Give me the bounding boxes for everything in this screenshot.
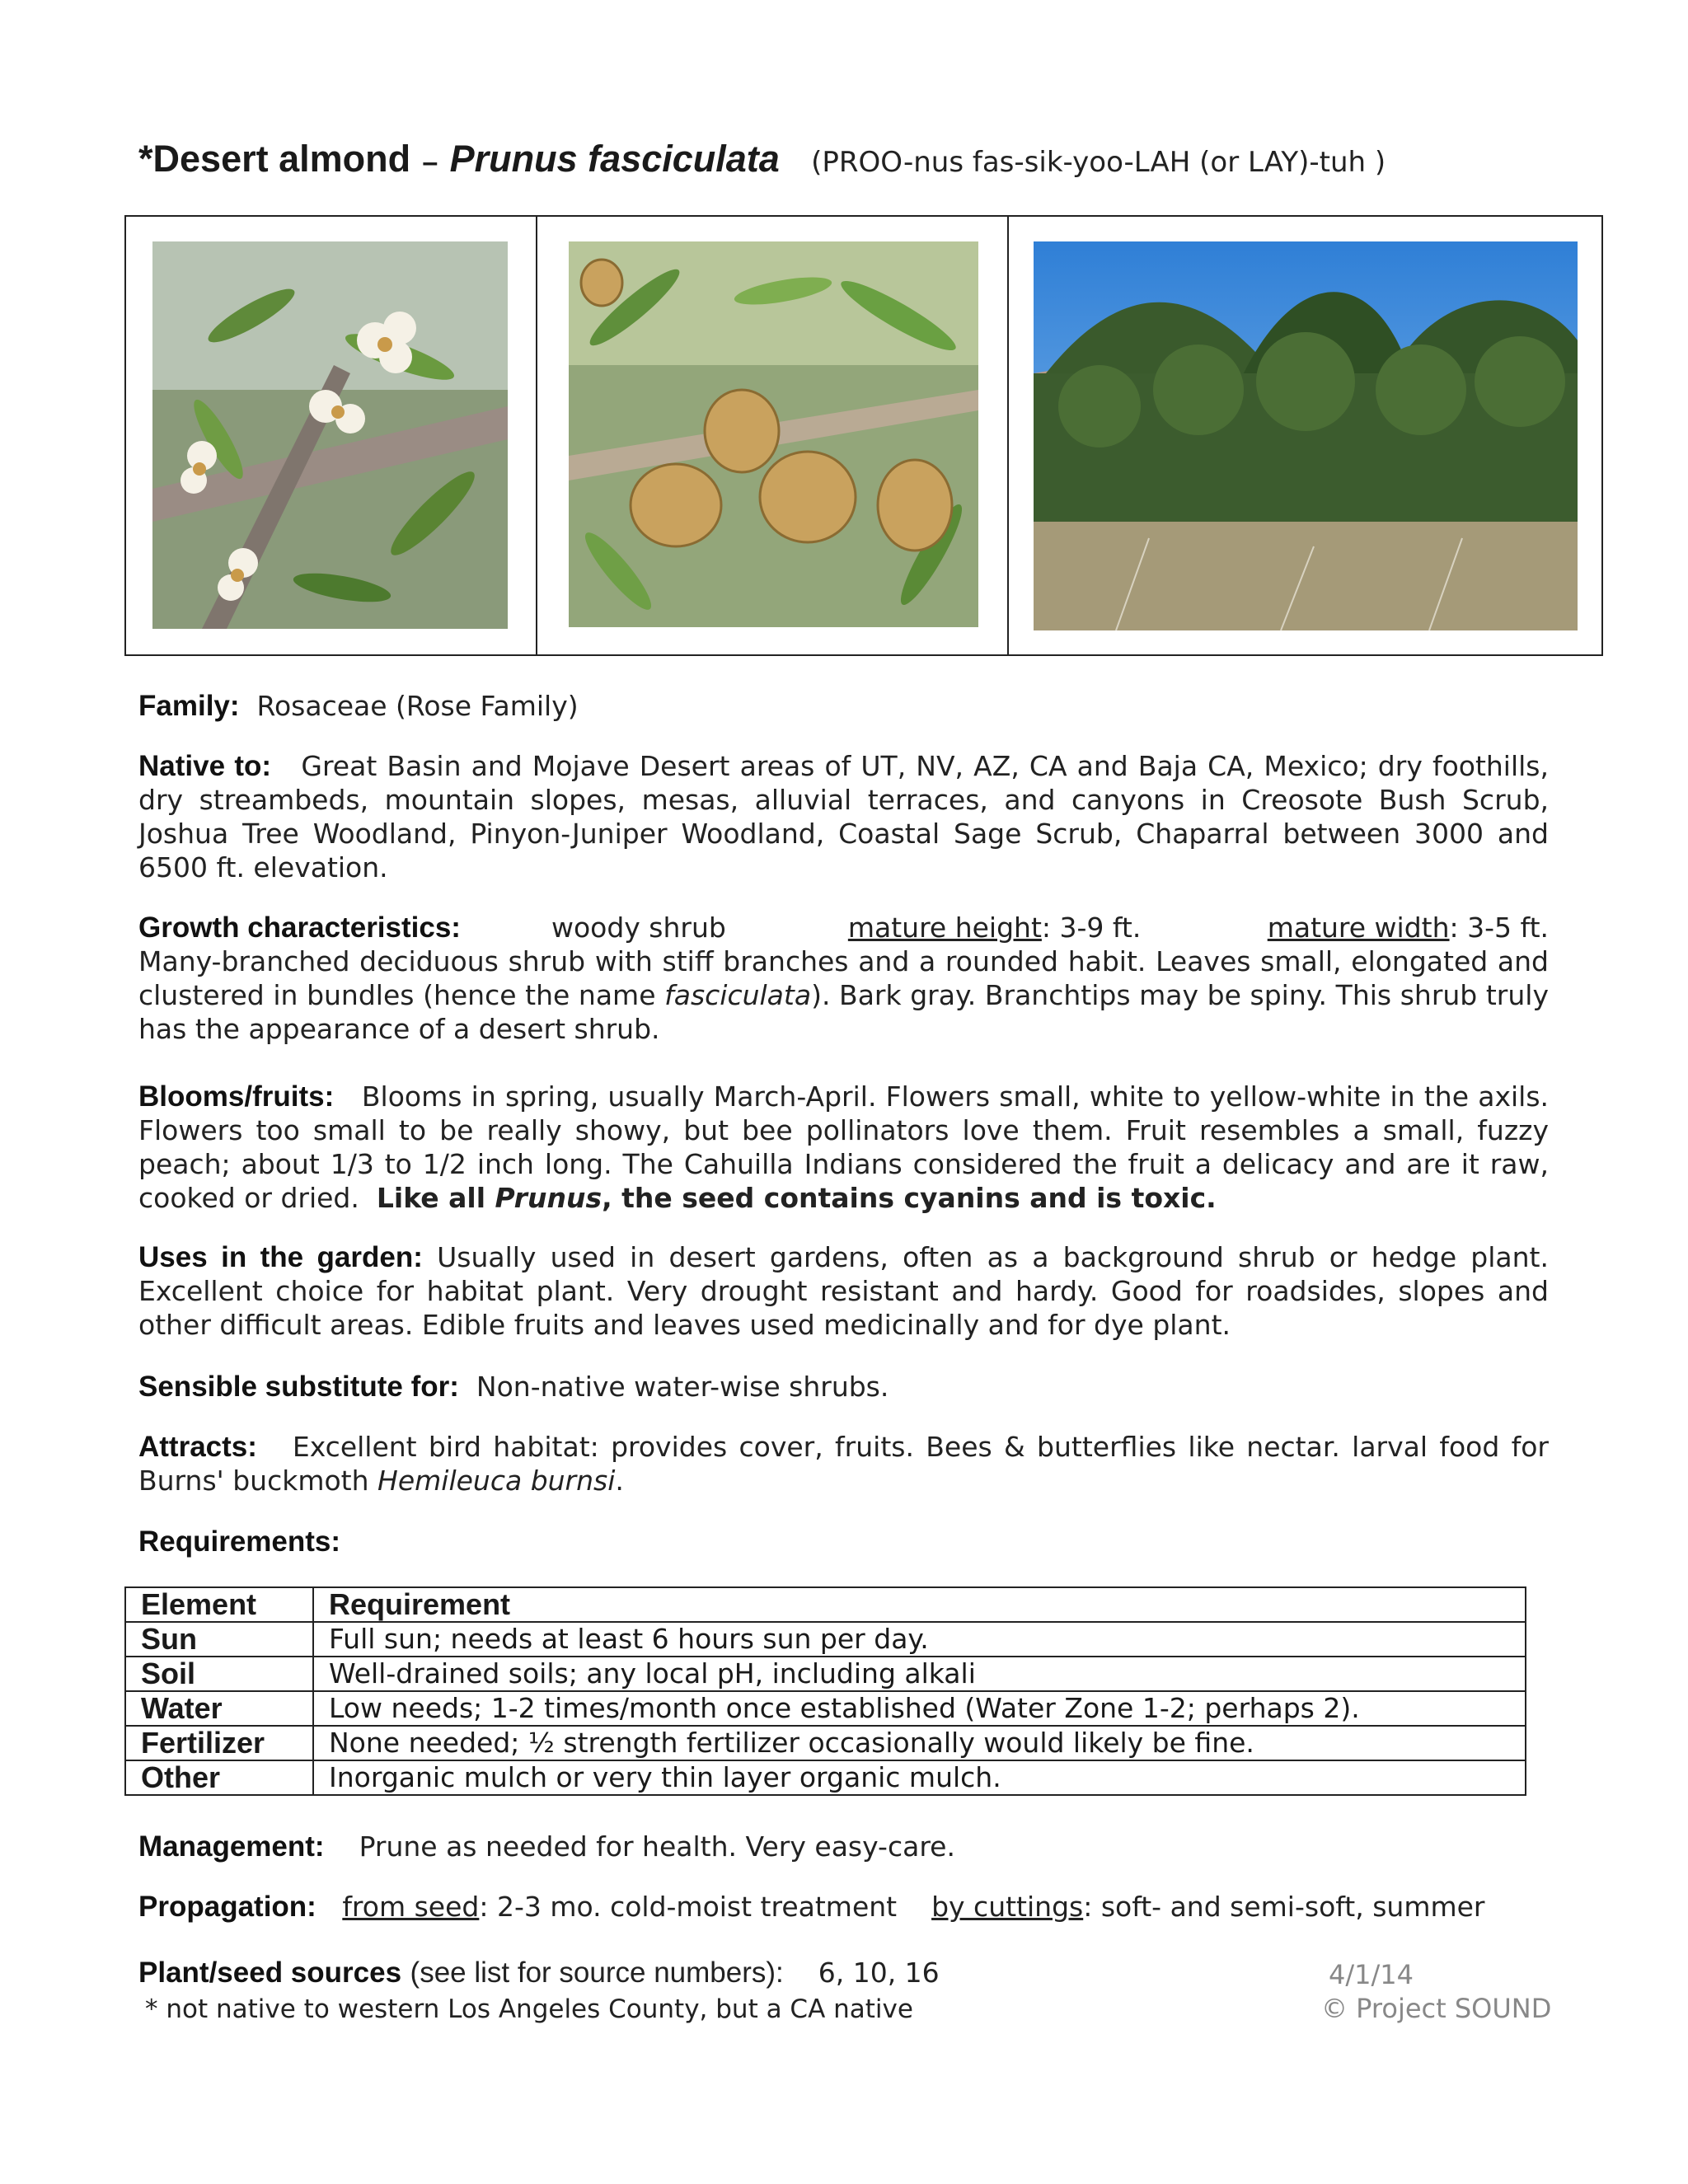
sources-label: Plant/seed sources [138, 1957, 402, 1989]
propagation-label: Propagation: [138, 1891, 316, 1923]
growth-text-italic: fasciculata [664, 979, 812, 1011]
mature-width-label: mature width [1267, 912, 1450, 944]
mature-height-value: : 3-9 ft. [1041, 912, 1142, 944]
blooms-text: Blooms in spring, usually March-April. Flowers small, white to yellow-white in the axils. Flowers too small to be really showy, but bee pollinators love them. Fruit resembles a small, fuzzy peach; about 1/3 to 1/2 inch long. The Cahuilla Indians considered the fruit a delicacy and are it raw, cooked or dried. [138, 1080, 1549, 1214]
toxicity-warning [377, 1182, 1217, 1214]
row-element: Water [125, 1691, 313, 1726]
scientific-name: Prunus fasciculata [449, 138, 780, 180]
mature-width-value: : 3-5 ft. [1449, 912, 1549, 944]
photo-fruits [569, 241, 978, 627]
header-requirement: Requirement [313, 1587, 1526, 1622]
table-row [125, 1622, 1526, 1657]
row-requirement: Low needs; 1-2 times/month once established (Water Zone 1-2; perhaps 2). [313, 1691, 1526, 1726]
requirements-table [124, 1586, 1526, 1796]
management-text: Prune as needed for health. Very easy-care. [359, 1830, 955, 1863]
mature-height-label: mature height [847, 912, 1042, 944]
table-row [125, 1657, 1526, 1691]
substitute-section [138, 1370, 1549, 1404]
row-element: Soil [125, 1657, 313, 1691]
substitute-label: Sensible substitute for: [138, 1371, 459, 1403]
attracts-italic: Hemileuca burnsi [377, 1465, 616, 1497]
seed-text: : 2-3 mo. cold-moist treatment [479, 1891, 898, 1923]
growth-form: woody shrub [551, 912, 726, 944]
family-text: Rosaceae (Rose Family) [256, 690, 579, 722]
requirements-section [138, 1525, 1549, 1558]
growth-description [138, 944, 1549, 1046]
row-element: Fertilizer [125, 1726, 313, 1760]
pronunciation: (PROO-nus fas-sik-yoo-LAH (or LAY)-tuh ) [811, 146, 1386, 179]
growth-section [138, 911, 1549, 1046]
photo-flowers-cell [126, 217, 537, 654]
growth-label: Growth characteristics: [138, 912, 461, 944]
family-label: Family: [138, 690, 240, 722]
date: 4/1/14 [1329, 1959, 1414, 1990]
header-element: Element [125, 1587, 313, 1622]
table-row [125, 1691, 1526, 1726]
attracts-section [138, 1430, 1549, 1497]
cuttings-text: : soft- and semi-soft, summer [1083, 1891, 1485, 1923]
requirements-label: Requirements: [138, 1526, 341, 1558]
photo-fruits-cell [537, 217, 1009, 654]
family-section [138, 689, 1549, 723]
attracts-label: Attracts: [138, 1431, 257, 1463]
attracts-text: Excellent bird habitat: provides cover, fruits. Bees & butterflies like nectar. larval food for Burns' buckmoth [138, 1431, 1549, 1497]
warn-italic: Prunus [495, 1182, 603, 1214]
warn-a: Like all [376, 1182, 495, 1214]
native-section [138, 749, 1549, 884]
native-text: Great Basin and Mojave Desert areas of UT, NV, AZ, CA and Baja CA, Mexico; dry foothills, dry streambeds, mountain slopes, mesas, alluvial terraces, and canyons in Creosote Bush Scrub, Joshua Tree Woodland, Pinyon-Juniper Woodland, Coastal Sage Scrub, Chaparral between 3000 and 6500 ft. elevation. [138, 750, 1549, 883]
row-element: Sun [125, 1622, 313, 1657]
photo-strip [124, 215, 1603, 656]
footnote: * not native to western Los Angeles County, but a CA native [145, 1994, 913, 2024]
blooms-label: Blooms/fruits: [138, 1080, 335, 1113]
table-header-row [125, 1587, 1526, 1622]
propagation-section [138, 1890, 1549, 1924]
photo-flowers [152, 241, 508, 629]
growth-text-b: ). Bark gray. Branchtips may be spiny. This shrub truly has the appearance of a desert shrub. [138, 979, 1549, 1045]
page-title [138, 137, 1386, 180]
uses-text: Usually used in desert gardens, often as a background shrub or hedge plant. Excellent choice for habitat plant. Very drought resistant and hardy. Good for roadsides, slopes and other difficult areas. Edible fruits and leaves used medicinally and for dye plant. [138, 1241, 1549, 1341]
uses-section [138, 1240, 1549, 1342]
seed-label: from seed [342, 1891, 480, 1923]
management-section [138, 1830, 1549, 1863]
photo-shrub [1034, 241, 1578, 630]
blooms-section [138, 1080, 1549, 1215]
title-dash: – [422, 147, 438, 178]
sources-note: (see list for source numbers): [410, 1957, 784, 1989]
substitute-text: Non-native water-wise shrubs. [476, 1371, 889, 1403]
cuttings-label: by cuttings [931, 1891, 1084, 1923]
warn-b: , the seed contains cyanins and is toxic. [602, 1182, 1217, 1214]
photo-shrub-cell [1009, 217, 1601, 654]
common-name: *Desert almond [138, 138, 411, 180]
table-row [125, 1760, 1526, 1795]
table-row [125, 1726, 1526, 1760]
management-label: Management: [138, 1830, 325, 1863]
growth-text-a: Many-branched deciduous shrub with stiff branches and a rounded habit. Leaves small, elongated and clustered in bundles (hence the name [138, 945, 1549, 1011]
uses-label: Uses in the garden: [138, 1241, 423, 1273]
native-label: Native to: [138, 750, 272, 782]
copyright: © Project SOUND [1321, 1993, 1552, 2024]
attracts-end: . [615, 1465, 624, 1497]
row-requirement: Inorganic mulch or very thin layer organic mulch. [313, 1760, 1526, 1795]
sources-numbers: 6, 10, 16 [818, 1957, 940, 1989]
row-requirement: None needed; ½ strength fertilizer occasionally would likely be fine. [313, 1726, 1526, 1760]
row-element: Other [125, 1760, 313, 1795]
growth-header-line [138, 911, 1549, 944]
row-requirement: Well-drained soils; any local pH, including alkali [313, 1657, 1526, 1691]
row-requirement: Full sun; needs at least 6 hours sun per day. [313, 1622, 1526, 1657]
